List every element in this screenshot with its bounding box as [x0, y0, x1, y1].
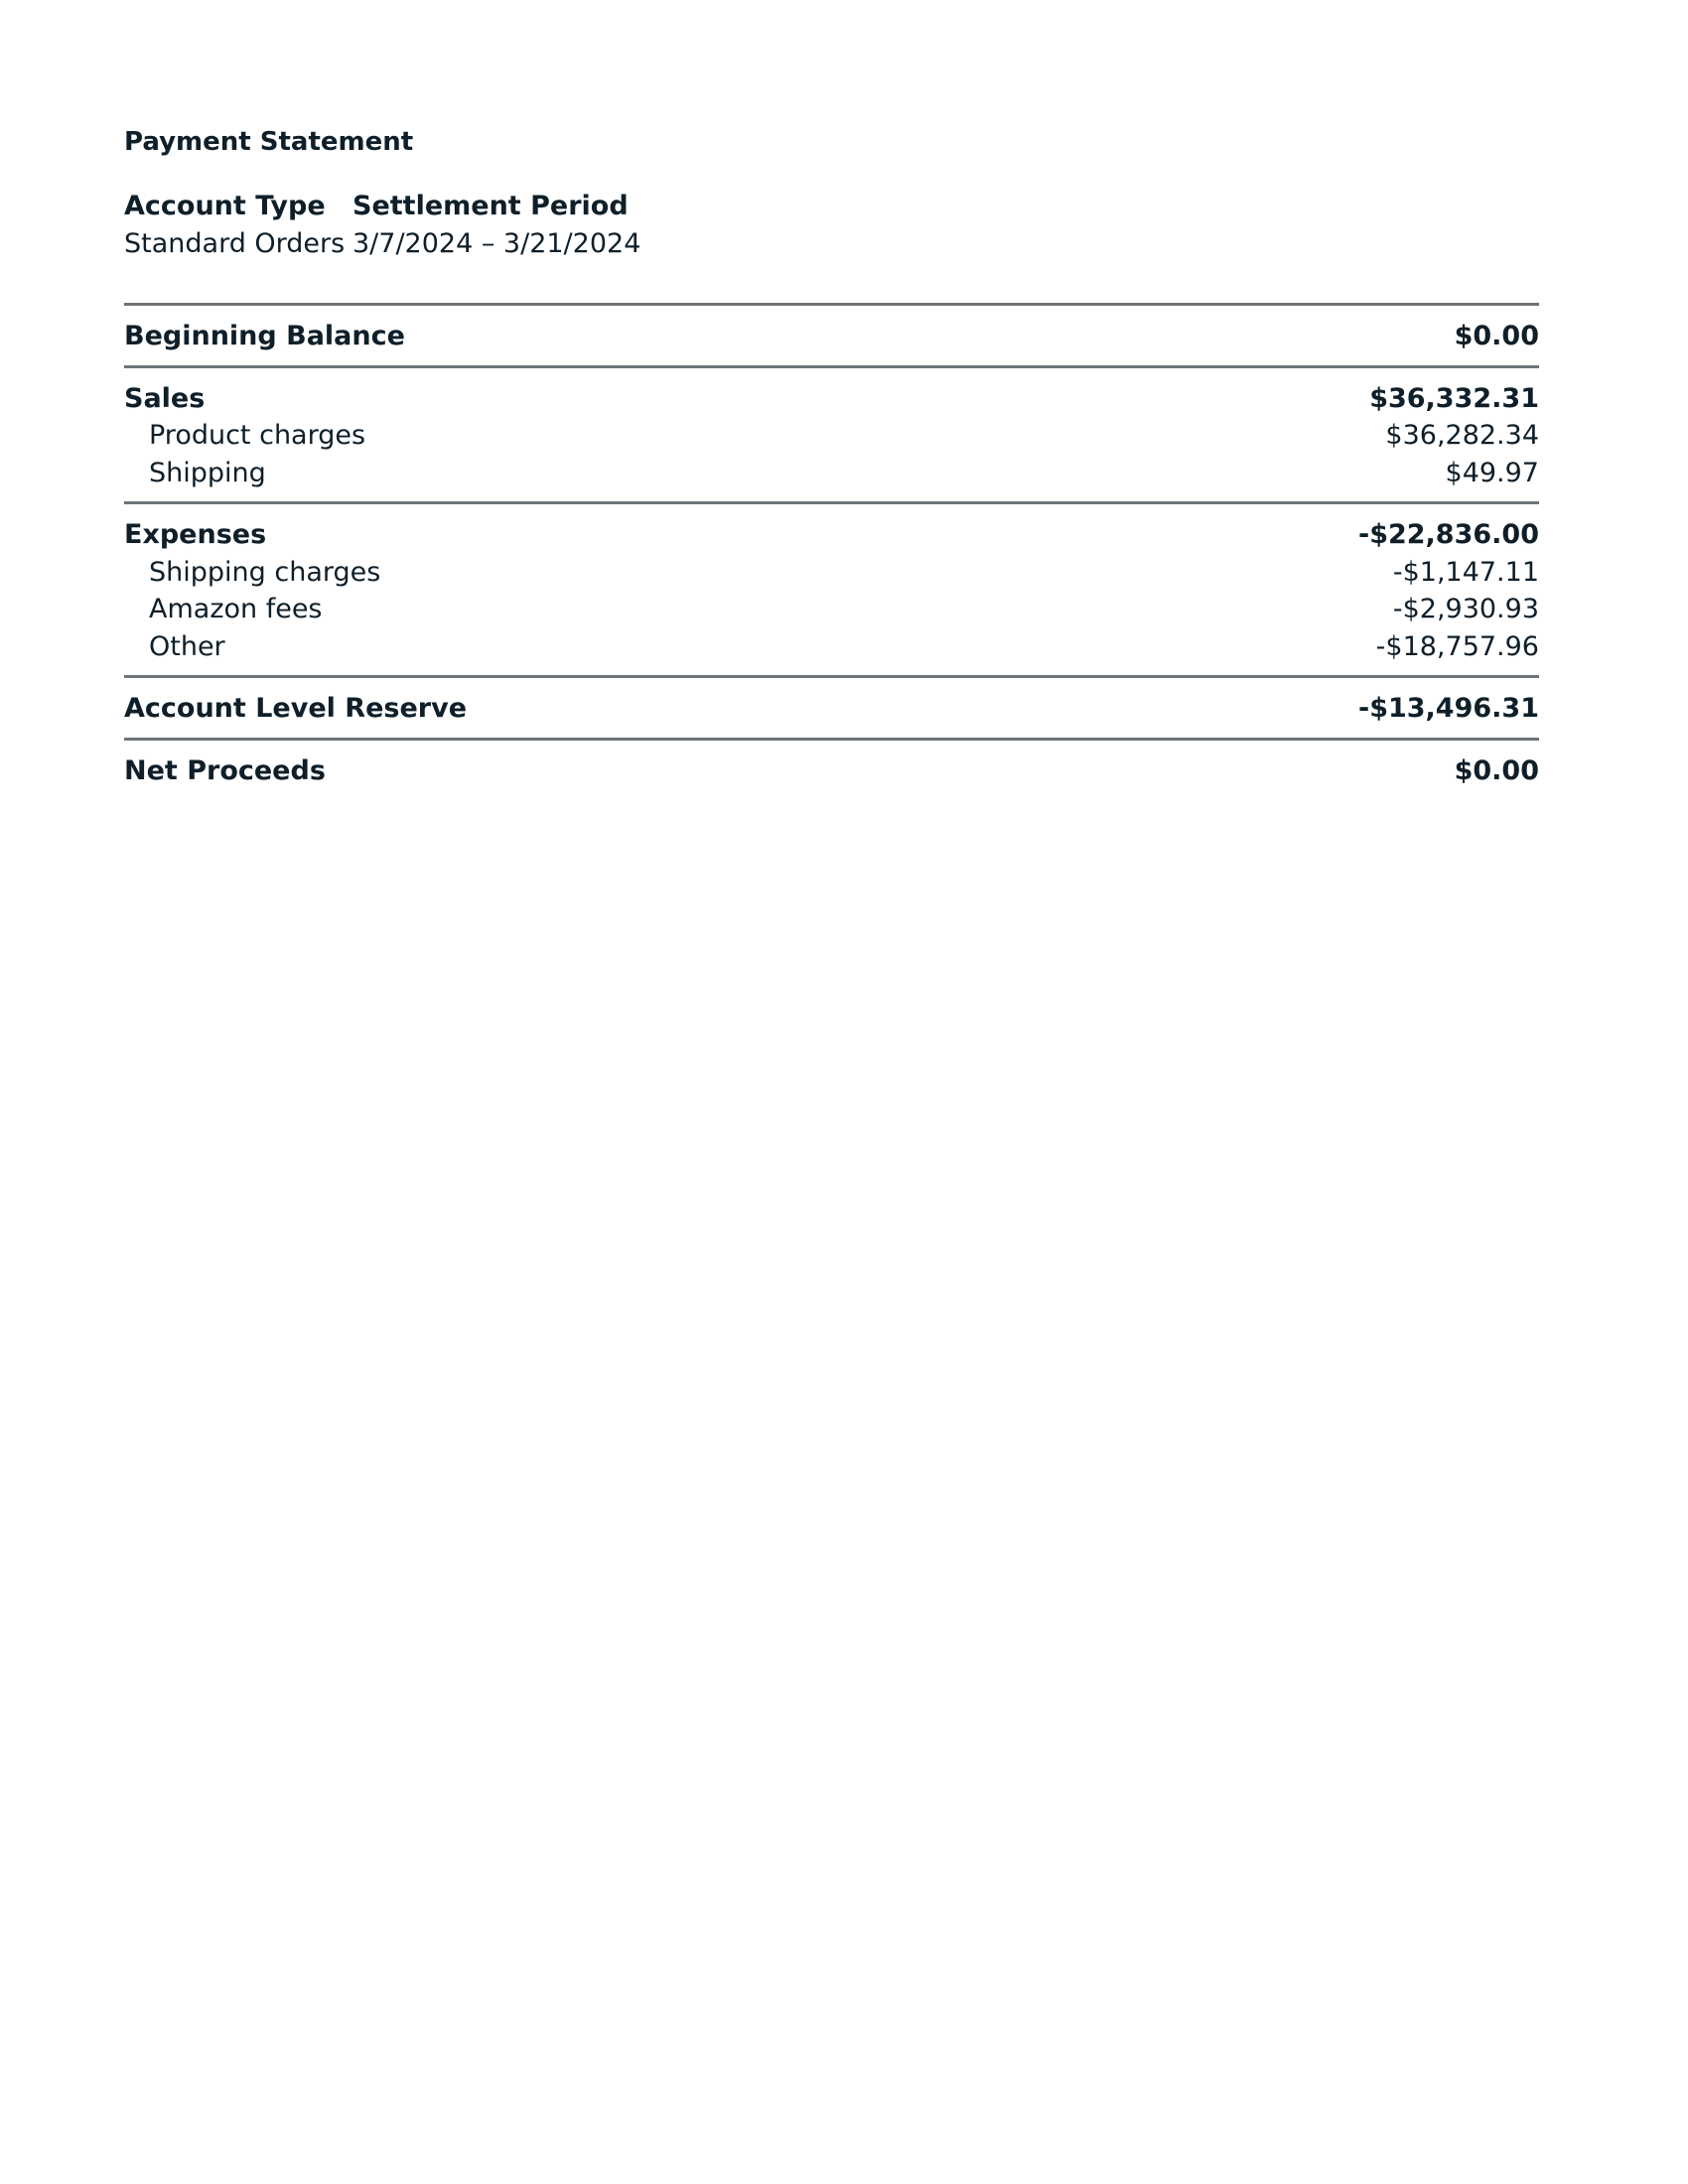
line-item-label: Shipping	[149, 457, 266, 488]
sales-item-shipping	[124, 455, 1539, 492]
sales-amount: $36,332.31	[1369, 382, 1539, 414]
account-info	[124, 188, 1539, 263]
payment-statement-page	[124, 124, 1539, 799]
expenses-item-shipping-charges	[124, 554, 1539, 592]
beginning-balance-row	[124, 318, 1539, 355]
account-level-reserve-row	[124, 690, 1539, 728]
account-level-reserve-amount: -$13,496.31	[1357, 693, 1539, 724]
expenses-total-row	[124, 516, 1539, 554]
line-item-amount: $36,282.34	[1385, 420, 1539, 451]
line-item-amount: -$2,930.93	[1392, 594, 1539, 624]
line-item-label: Other	[149, 630, 225, 662]
account-type-value: Standard Orders	[124, 228, 346, 259]
beginning-balance-label: Beginning Balance	[124, 321, 405, 351]
sales-total-row	[124, 380, 1539, 418]
expenses-item-amazon-fees	[124, 591, 1539, 628]
sales-section	[124, 368, 1539, 502]
expenses-section	[124, 504, 1539, 675]
beginning-balance-amount: $0.00	[1454, 321, 1539, 351]
line-item-label: Amazon fees	[149, 594, 323, 624]
page-title: Payment Statement	[124, 127, 414, 157]
line-item-amount: -$1,147.11	[1392, 556, 1539, 588]
line-item-amount: $49.97	[1445, 457, 1539, 488]
account-level-reserve-section	[124, 678, 1539, 738]
beginning-balance-section	[124, 306, 1539, 365]
account-level-reserve-label: Account Level Reserve	[124, 693, 468, 724]
net-proceeds-section	[124, 741, 1539, 800]
settlement-period-label: Settlement Period	[352, 191, 629, 221]
account-type-label: Account Type	[124, 191, 326, 221]
net-proceeds-label: Net Proceeds	[124, 754, 326, 786]
sales-item-product-charges	[124, 417, 1539, 455]
line-item-amount: -$18,757.96	[1375, 630, 1539, 662]
expenses-label: Expenses	[124, 519, 267, 550]
sales-label: Sales	[124, 382, 206, 414]
net-proceeds-amount: $0.00	[1454, 754, 1539, 786]
line-item-label: Product charges	[149, 420, 366, 451]
expenses-amount: -$22,836.00	[1357, 519, 1539, 550]
line-item-label: Shipping charges	[149, 556, 381, 588]
expenses-item-other	[124, 628, 1539, 666]
net-proceeds-row	[124, 752, 1539, 790]
settlement-period-value: 3/7/2024 – 3/21/2024	[352, 228, 641, 259]
